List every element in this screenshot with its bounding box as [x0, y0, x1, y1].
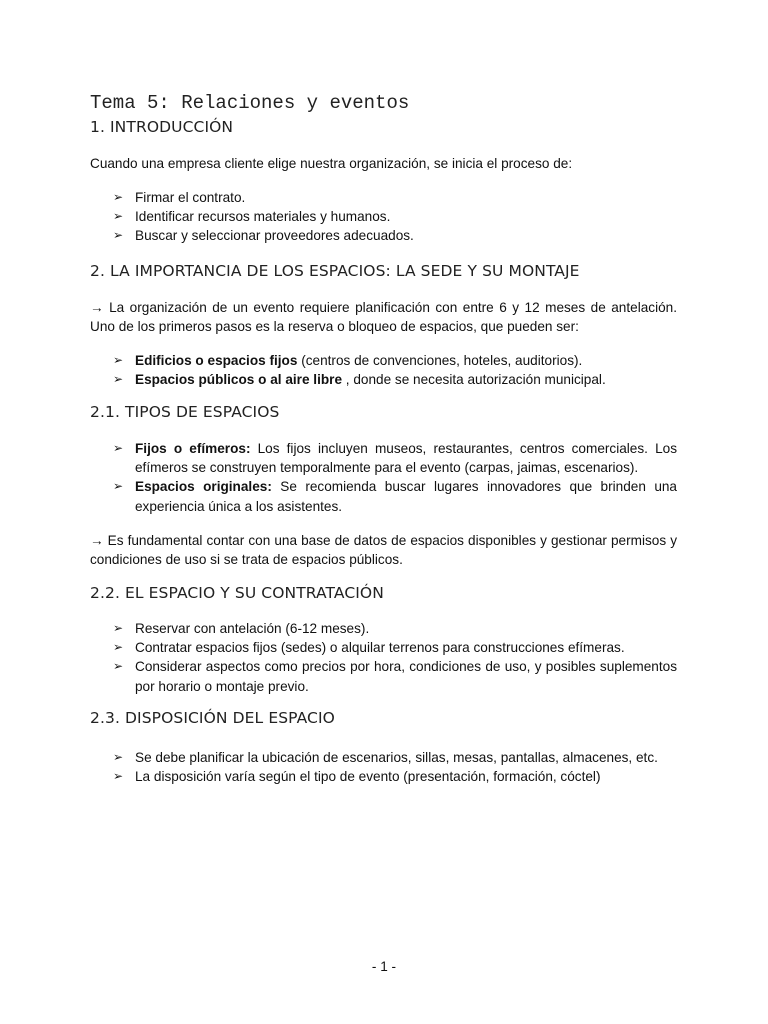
section-heading-tipos-espacios: 2.1. TIPOS DE ESPACIOS — [90, 403, 280, 421]
list-item: ➢ Buscar y seleccionar proveedores adecuados. — [90, 226, 677, 245]
list-tipos-espacio — [90, 351, 677, 389]
arrowhead-bullet-icon: ➢ — [113, 479, 124, 494]
list-item: ➢ Se debe planificar la ubicación de escenarios, sillas, mesas, pantallas, almacenes, etc. — [90, 748, 677, 767]
list-item: ➢ Considerar aspectos como precios por hora, condiciones de uso, y posibles suplementos por horario o montaje previo. — [113, 659, 677, 694]
list-item: ➢ La disposición varía según el tipo de evento (presentación, formación, cóctel) — [90, 767, 677, 786]
arrowhead-bullet-icon: ➢ — [113, 372, 124, 387]
list-item: ➢ Contratar espacios fijos (sedes) o alquilar terrenos para construcciones efímeras. — [90, 638, 677, 657]
arrowhead-bullet-icon: ➢ — [113, 190, 124, 204]
list-tipos — [90, 439, 677, 516]
list-item: ➢ Espacios originales: Se recomienda buscar lugares innovadores que brinden una experiencia única a los asistentes. — [113, 479, 677, 514]
section-heading-importancia-espacios: 2. LA IMPORTANCIA DE LOS ESPACIOS: LA SEDE Y SU MONTAJE — [90, 262, 580, 280]
arrowhead-bullet-icon: ➢ — [113, 353, 124, 367]
list-item: ➢ Firmar el contrato. — [90, 188, 677, 207]
arrowhead-bullet-icon: ➢ — [113, 441, 124, 455]
list-item: ➢ Fijos o efímeros: Los fijos incluyen museos, restaurantes, centros comerciales. Los efímeros se construyen temporalmente para el evento (carpas, jaimas, escenarios). — [113, 441, 677, 476]
arrowhead-bullet-icon: ➢ — [113, 640, 124, 655]
list-contratacion — [90, 619, 677, 696]
section-heading-contratacion: 2.2. EL ESPACIO Y SU CONTRATACIÓN — [90, 584, 384, 602]
arrowhead-bullet-icon: ➢ — [113, 621, 124, 635]
arrowhead-bullet-icon: ➢ — [113, 209, 124, 224]
list-item: ➢ Edificios o espacios fijos (centros de convenciones, hoteles, auditorios). — [90, 351, 677, 370]
arrowhead-bullet-icon: ➢ — [113, 750, 124, 764]
paragraph-organizacion: → La organización de un evento requiere planificación con entre 6 y 12 meses de antelación. Uno de los primeros pasos es la reserva o bloqueo de espacios, que pueden ser: — [90, 300, 677, 335]
arrowhead-bullet-icon: ➢ — [113, 769, 124, 784]
list-item: ➢ Identificar recursos materiales y humanos. — [90, 207, 677, 226]
paragraph-base-datos: → Es fundamental contar con una base de datos de espacios disponibles y gestionar permisos y condiciones de uso si se trata de espacios públicos. — [90, 533, 677, 568]
paragraph-intro: Cuando una empresa cliente elige nuestra organización, se inicia el proceso de: — [90, 156, 573, 171]
list-item: ➢ Reservar con antelación (6-12 meses). — [90, 619, 677, 638]
page-number: - 1 - — [371, 959, 397, 974]
arrowhead-bullet-icon: ➢ — [113, 659, 124, 674]
section-heading-disposicion: 2.3. DISPOSICIÓN DEL ESPACIO — [90, 709, 335, 727]
list-proceso — [90, 188, 677, 246]
arrowhead-bullet-icon: ➢ — [113, 228, 124, 243]
section-heading-introduccion: 1. INTRODUCCIÓN — [90, 118, 234, 136]
list-disposicion — [90, 748, 677, 786]
page-title: Tema 5: Relaciones y eventos — [90, 92, 410, 114]
list-item: ➢ Espacios públicos o al aire libre , donde se necesita autorización municipal. — [90, 370, 677, 389]
